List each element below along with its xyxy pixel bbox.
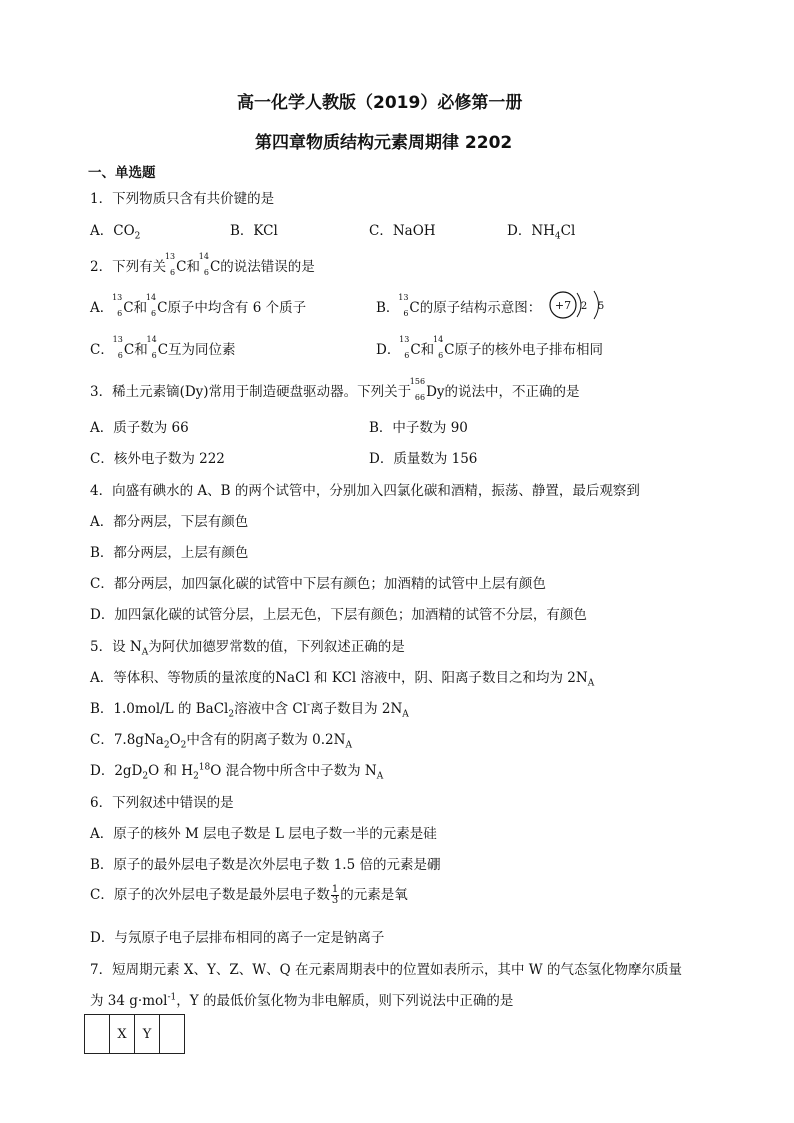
q3-option-c: C．核外电子数为 222 — [90, 451, 225, 467]
q3-option-a: A．质子数为 66 — [90, 420, 189, 436]
q4-option-b: B．都分两层，上层有颜色 — [90, 545, 249, 561]
q2-option-b: B． 13 6 C的原子结构示意图： — [376, 293, 542, 318]
nucleus-charge: +7 — [554, 299, 572, 312]
periodic-table-fragment — [84, 1014, 185, 1054]
q7-stem-line1: 7．短周期元素 X、Y、Z、W、Q 在元素周期表中的位置如表所示，其中 W 的气态氢化物摩尔质量 — [90, 962, 682, 978]
q6-option-d: D．与氖原子电子层排布相同的离子一定是钠离子 — [90, 930, 385, 946]
table-cell — [85, 1015, 110, 1054]
q4-stem: 4．向盛有碘水的 A、B 的两个试管中，分别加入四氯化碳和酒精，振荡、静置，最后观察到 — [90, 483, 640, 499]
q6-option-a: A．原子的核外 M 层电子数是 L 层电子数一半的元素是硅 — [90, 826, 437, 842]
q2-stem: 2．下列有关 13 6 C和 14 6 C的说法错误的是 — [90, 252, 315, 277]
title-line1: 高一化学人教版（2019）必修第一册 — [237, 93, 523, 113]
q4-option-a: A．都分两层，下层有颜色 — [90, 514, 249, 530]
q1-stem: 1．下列物质只含有共价键的是 — [90, 191, 275, 207]
q5-option-a: A．等体积、等物质的量浓度的NaCl 和 KCl 溶液中，阴、阳离子数目之和均为 $2N_A$ — [90, 670, 595, 689]
q4-option-c: C．都分两层，加四氯化碳的试管中下层有颜色；加酒精的试管中上层有颜色 — [90, 576, 546, 592]
title-line2: 第四章物质结构元素周期律 2202 — [255, 133, 513, 153]
q3-option-d: D．质量数为 156 — [369, 451, 478, 467]
q1-option-b: B．KCl — [230, 223, 278, 239]
shell1-electrons: 2 — [580, 301, 588, 312]
q3-option-b: B．中子数为 90 — [369, 420, 468, 436]
atomic-structure-diagram — [546, 287, 610, 323]
q5-option-c: C．$7.8gNa_2O_2$中含有的阴离子数为 $0.2N_A$ — [90, 732, 352, 751]
q1-option-c: C．NaOH — [369, 223, 436, 239]
q4-option-d: D．加四氯化碳的试管分层，上层无色，下层有颜色；加酒精的试管不分层，有颜色 — [90, 607, 587, 623]
table-cell: X — [110, 1015, 135, 1054]
q2-option-d: D． 13 6 C和 14 6 C原子的核外电子排布相同 — [376, 335, 604, 360]
fraction: $\frac{1}{3}$ — [331, 884, 339, 906]
shell2-electrons: 5 — [597, 301, 605, 312]
q2-option-a: A． 13 6 C和 14 6 C原子中均含有 6 个质子 — [90, 293, 307, 318]
section-heading: 一、单选题 — [88, 165, 156, 181]
q5-stem: 5．设 $N_A$为阿伏加德罗常数的值，下列叙述正确的是 — [90, 639, 405, 658]
q1-option-a: A．$CO_2$ — [90, 223, 141, 242]
q2-option-c: C． 13 6 C和 14 6 C互为同位素 — [90, 335, 236, 360]
q6-option-b: B．原子的最外层电子数是次外层电子数 1.5 倍的元素是硼 — [90, 857, 441, 873]
table-cell — [160, 1015, 185, 1054]
q5-option-b: B．1.0mol/L 的 BaCl$_2$溶液中含 Cl-离子数目为 $2N_A$ — [90, 700, 409, 720]
q5-option-d: D．$2gD_2O$ 和 $H_2^{18}O$ 混合物中所含中子数为 $N_A$ — [90, 762, 384, 782]
q6-option-c: C．原子的次外层电子数是最外层电子数 $\frac{1}{3}$ 的元素是氧 — [90, 884, 408, 906]
q3-stem: 3．稀土元素镝(Dy)常用于制造硬盘驱动器。下列关于 156 66 Dy的说法中，不正确的是 — [90, 377, 580, 402]
q6-stem: 6．下列叙述中错误的是 — [90, 795, 234, 811]
q1-option-d: D．$NH_4Cl$ — [507, 223, 576, 242]
q7-stem-line2: 为 34 g·mol$^{-1}$，Y 的最低价氢化物为非电解质，则下列说法中正确的是 — [90, 992, 514, 1009]
table-cell: Y — [135, 1015, 160, 1054]
